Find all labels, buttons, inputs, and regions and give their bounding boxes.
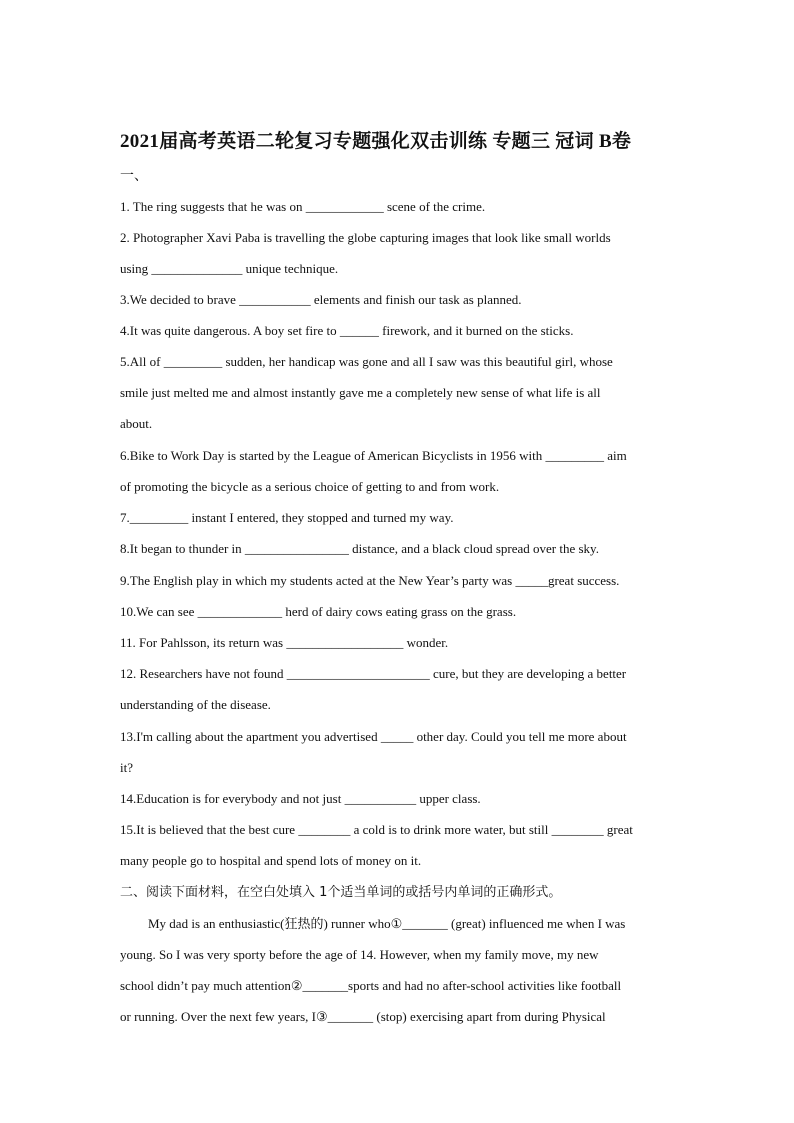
question-line: 5.All of _________ sudden, her handicap was gone and all I saw was this beautiful girl, whose [120, 354, 613, 369]
question-line: 10.We can see _____________ herd of dairy cows eating grass on the grass. [120, 604, 517, 619]
question-line: many people go to hospital and spend lots of money on it. [120, 853, 422, 868]
question-line: 3.We decided to brave ___________ elements and finish our task as planned. [120, 292, 522, 307]
question-line: 9.The English play in which my students acted at the New Year’s party was _____great success. [120, 573, 620, 588]
question-line: 11. For Pahlsson, its return was __________________ wonder. [120, 635, 449, 650]
section-one-label: 一、 [120, 169, 148, 184]
question-line: 2. Photographer Xavi Paba is travelling the globe capturing images that look like small worlds [120, 230, 611, 245]
question-line: 4.It was quite dangerous. A boy set fire to ______ firework, and it burned on the sticks. [120, 323, 574, 338]
question-line: of promoting the bicycle as a serious choice of getting to and from work. [120, 479, 500, 494]
question-line: 6.Bike to Work Day is started by the League of American Bicyclists in 1956 with _________ aim [120, 448, 627, 463]
question-line: 7._________ instant I entered, they stopped and turned my way. [120, 510, 454, 525]
passage-line: young. So I was very sporty before the age of 14. However, when my family move, my new [120, 947, 599, 962]
question-line: using ______________ unique technique. [120, 261, 339, 276]
question-line: 8.It began to thunder in ________________ distance, and a black cloud spread over the sky. [120, 541, 599, 556]
question-line: 15.It is believed that the best cure ________ a cold is to drink more water, but still ________ great [120, 822, 633, 837]
question-line: 1. The ring suggests that he was on ____________ scene of the crime. [120, 199, 486, 214]
passage-line: school didn’t pay much attention②_______sports and had no after-school activities like football [120, 978, 622, 993]
passage-line: or running. Over the next few years, I③_______ (stop) exercising apart from during Physical [120, 1009, 606, 1024]
question-line: 14.Education is for everybody and not just ___________ upper class. [120, 791, 481, 806]
question-line: 13.I'm calling about the apartment you advertised _____ other day. Could you tell me more about [120, 729, 627, 744]
question-line: 12. Researchers have not found ______________________ cure, but they are developing a better [120, 666, 627, 681]
question-line: about. [120, 416, 153, 431]
section-two-label: 二、阅读下面材料，在空白处填入 1个适当单词的或括号内单词的正确形式。 [120, 885, 562, 900]
question-line: it? [120, 760, 133, 775]
question-line: smile just melted me and almost instantly gave me a completely new sense of what life is all [120, 385, 601, 400]
page-title: 2021届高考英语二轮复习专题强化双击训练 专题三 冠词 B卷 [120, 131, 632, 152]
question-line: understanding of the disease. [120, 697, 271, 712]
passage-line: My dad is an enthusiastic(狂热的) runner who①_______ (great) influenced me when I was [148, 916, 626, 931]
